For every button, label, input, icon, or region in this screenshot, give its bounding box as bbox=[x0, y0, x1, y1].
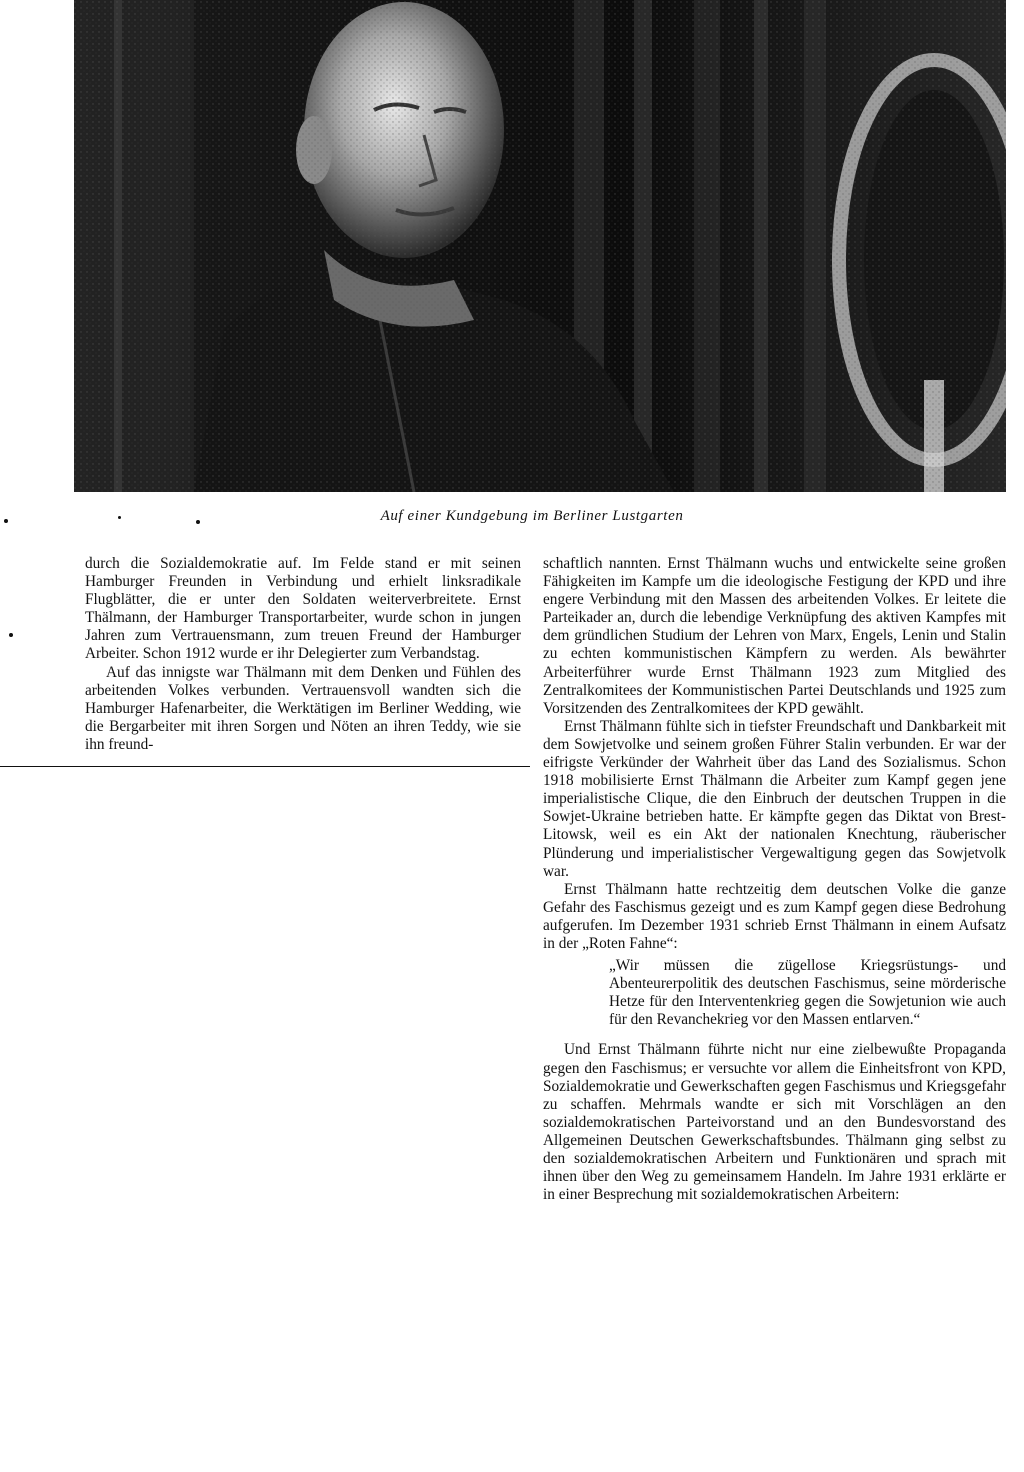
print-speck bbox=[4, 519, 8, 523]
photo-illustration bbox=[74, 0, 1006, 492]
paragraph: schaftlich nannten. Ernst Thälmann wuchs und entwickelte seine großen Fähigkeiten im Kampfe um die ideologische Festigung der KPD und ihre engere Verbindung mit den Massen des arbeitenden Volkes. Er leitete die Parteikader an, durch die lebendige Verknüpfung des aktiven Kampfes mit dem gründlichen Studium der Lehren von Marx, Engels, Lenin und Stalin zu echten kommunistischen Kämpfern zu werden. Als bewährter Arbeiterführer wurde Ernst Thälmann 1923 zum Mitglied des Zentralkomitees der Kommunistischen Partei Deutschlands und 1925 zum Vorsitzenden des Zentralkomitees der KPD gewählt. bbox=[543, 555, 1006, 717]
paragraph: durch die Sozialdemokratie auf. Im Felde stand er mit seinen Hamburger Freunden in Verbindung und erhielt linksradikale Flugblätter, die er unter den Soldaten weiterverbreitete. Ernst Thälmann, der Hamburger Transportarbeiter, wurde schon in jungen Jahren zum Vertrauensmann, zum treuen Freund der Hamburger Arbeiter. Schon 1912 wurde er ihr Delegierter zum Verbandstag. bbox=[85, 555, 521, 663]
left-column bbox=[85, 555, 521, 754]
figure-caption: Auf einer Kundgebung im Berliner Lustgarten bbox=[380, 508, 684, 524]
paragraph: Und Ernst Thälmann führte nicht nur eine zielbewußte Propaganda gegen den Faschismus; er versuchte vor allem die Einheitsfront von KPD, Sozialdemokratie und Gewerkschaften gegen Faschismus und Kriegsgefahr zu schaffen. Mehrmals wandte er sich mit Vorschlägen an den sozialdemokratischen Parteivorstand und an den Bundesvorstand des Allgemeinen Deutschen Gewerkschaftsbundes. Thälmann ging selbst zu den sozialdemokratischen Arbeitern und Funktionären und sprach mit ihnen über den Weg zu gemeinsamem Handeln. Im Jahre 1931 erklärte er in einer Besprechung mit sozialdemokratischen Arbeitern: bbox=[543, 1041, 1007, 1204]
column-end-rule bbox=[0, 766, 530, 767]
print-speck bbox=[196, 520, 200, 524]
paragraph: Auf das innigste war Thälmann mit dem Denken und Fühlen des arbeitenden Volkes verbunden. Vertrauensvoll wandten sich die Hamburger Hafenarbeiter, die Werktätigen im Berliner Wedding, wie die Bergarbeiter mit ihren Sorgen und Nöten an ihren Teddy, wie sie ihn freund- bbox=[85, 663, 521, 753]
right-column bbox=[543, 555, 1006, 1204]
photograph bbox=[74, 0, 1006, 492]
paragraph: Ernst Thälmann hatte rechtzeitig dem deutschen Volke die ganze Gefahr des Faschismus gezeigt und es zum Kampf gegen diese Bedrohung aufgerufen. Im Dezember 1931 schrieb Ernst Thälmann in einem Aufsatz in der „Roten Fahne“: bbox=[543, 880, 1006, 952]
print-speck bbox=[9, 633, 13, 637]
print-speck bbox=[118, 516, 121, 519]
paragraph: Ernst Thälmann fühlte sich in tiefster Freundschaft und Dankbarkeit mit dem Sowjetvolke und seinem großen Führer Stalin verbunden. Er war der eifrigste Verkünder der Wahrheit über das Land des Sozialismus. Schon 1918 mobilisierte Ernst Thälmann die Arbeiter zum Kampf gegen jene imperialistische Clique, die den Einbruch der deutschen Truppen in die Sowjet-Ukraine betrieben hatte. Er kämpfte gegen das Diktat von Brest-Litowsk, weil es ein Akt der nationalen Knechtung, räuberischer Plünderung und imperialistischer Vergewaltigung gegen das Sowjetvolk war. bbox=[543, 717, 1006, 880]
block-quote: „Wir müssen die zügellose Kriegsrüstungs- und Abenteurerpolitik des deutschen Faschismus, seine mörderische Hetze für den Interventenkrieg gegen die Sowjetunion wie auch für den Revanchekrieg vor den Massen entlarven.“ bbox=[609, 957, 1006, 1029]
